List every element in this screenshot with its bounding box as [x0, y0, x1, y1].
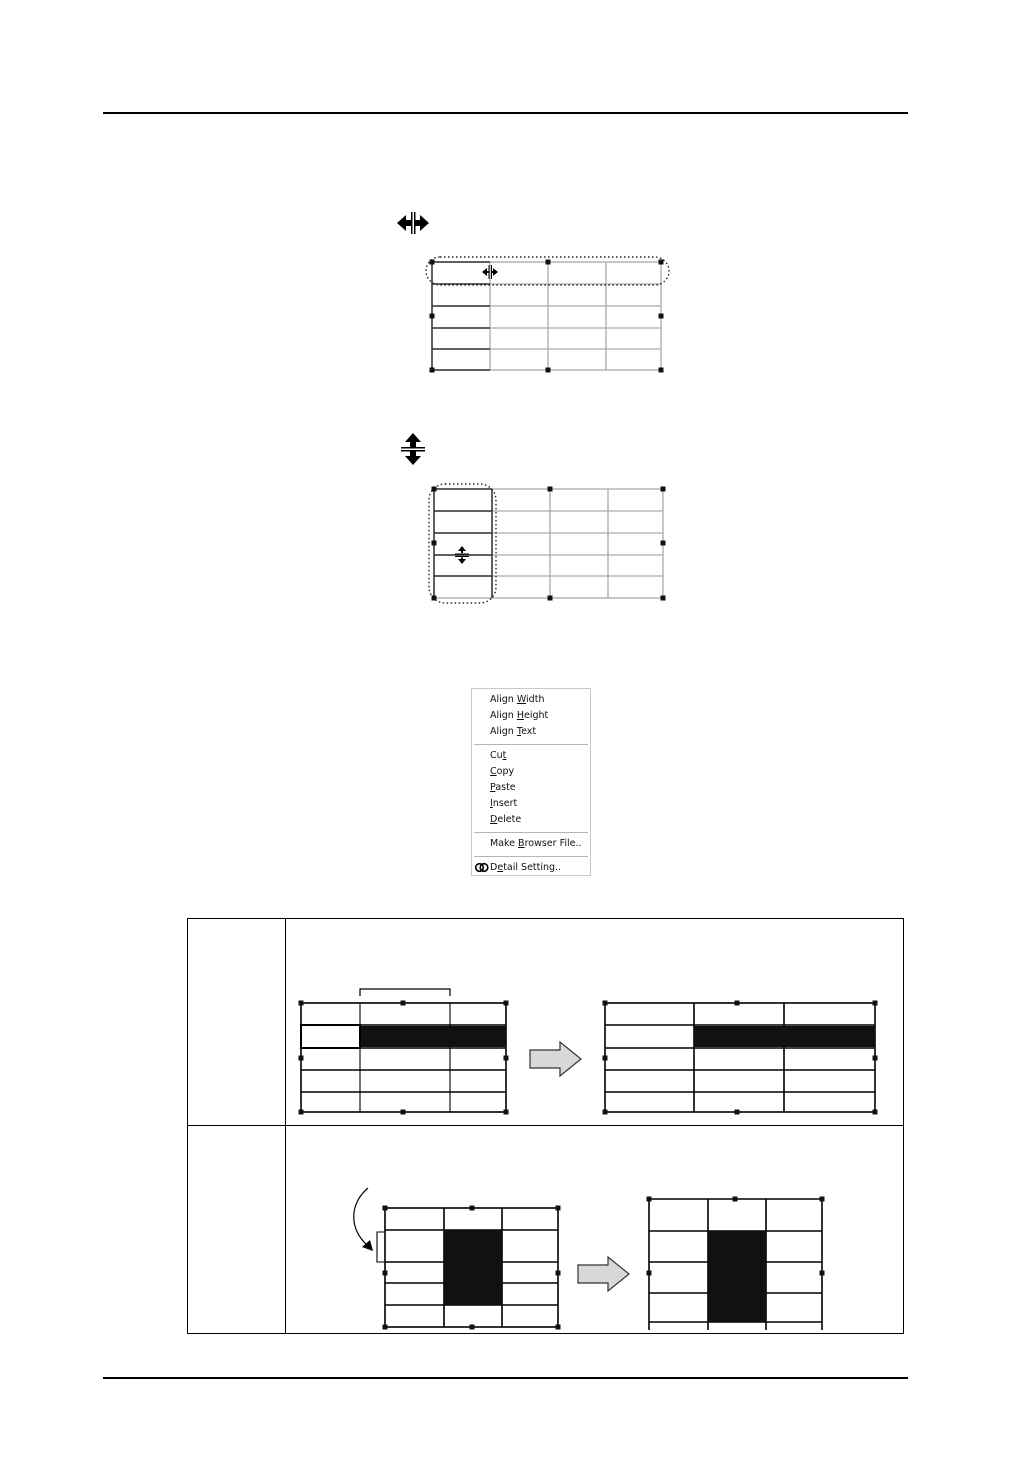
menu-item-copy[interactable]: Copy [490, 766, 515, 777]
menu-item-cut[interactable]: Cut [490, 750, 507, 761]
menu-item-align-text[interactable]: Align Text [490, 726, 537, 737]
detail-setting-icon [475, 861, 488, 874]
right-arrow-icon [528, 1040, 584, 1078]
menu-item-insert[interactable]: Insert [490, 798, 518, 809]
table-diagram-width [420, 250, 680, 380]
table-column-divider [285, 918, 286, 1334]
resize-vertical-cursor-icon [398, 432, 428, 466]
footer-rule [103, 1377, 908, 1379]
right-arrow-icon [576, 1255, 632, 1293]
menu-item-make-browser-file[interactable]: Make Browser File.. [490, 838, 582, 849]
menu-separator [474, 832, 588, 834]
menu-item-detail-setting[interactable]: Detail Setting.. [490, 862, 562, 873]
menu-separator [474, 744, 588, 746]
menu-item-align-height[interactable]: Align Height [490, 710, 549, 721]
header-rule [103, 112, 908, 114]
align-height-after-diagram [640, 1190, 832, 1332]
table-diagram-height [420, 478, 680, 613]
menu-item-align-width[interactable]: Align Width [490, 694, 545, 705]
resize-horizontal-cursor-icon [396, 210, 430, 236]
align-width-after-diagram [598, 995, 883, 1120]
align-width-before-diagram [295, 985, 515, 1120]
menu-separator [474, 856, 588, 858]
menu-item-paste[interactable]: Paste [490, 782, 516, 793]
align-height-before-diagram [340, 1183, 570, 1333]
table-row-divider [187, 1125, 904, 1126]
menu-item-delete[interactable]: Delete [490, 814, 522, 825]
context-menu [471, 688, 591, 876]
